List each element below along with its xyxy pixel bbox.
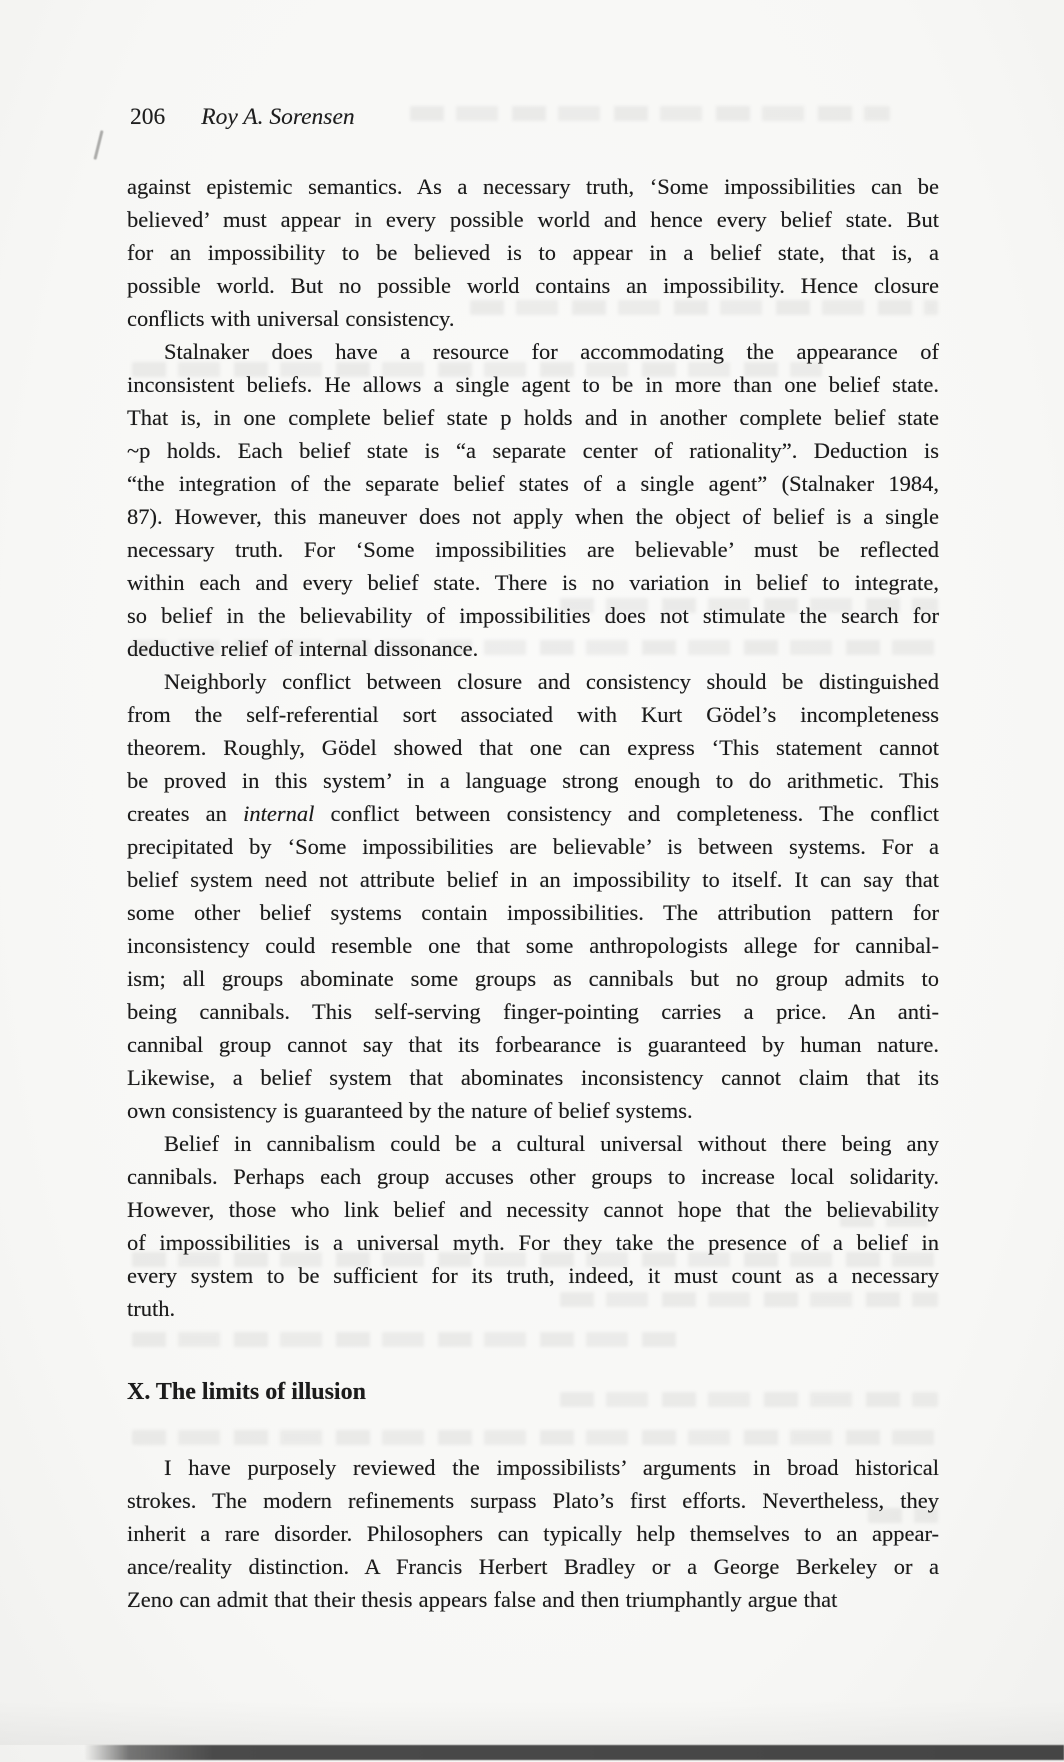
text-line: Likewise, a belief system that abominates inconsistency cannot claim that its bbox=[127, 1065, 939, 1090]
text-line: own consistency is guaranteed by the nature of belief systems. bbox=[127, 1098, 693, 1123]
text-line: 87). However, this maneuver does not apply when the object of belief is a single bbox=[127, 504, 939, 529]
page-header bbox=[130, 102, 942, 132]
text-line: of impossibilities is a universal myth. For they take the presence of a belief in bbox=[127, 1230, 939, 1255]
paragraph bbox=[127, 335, 939, 665]
text-line: conflicts with universal consistency. bbox=[127, 306, 455, 331]
text-line: theorem. Roughly, Gödel showed that one can express ‘This statement cannot bbox=[127, 735, 939, 760]
text-line: ~p holds. Each belief state is “a separate center of rationality”. Deduction is bbox=[127, 438, 939, 463]
running-title: Roy A. Sorensen bbox=[201, 104, 355, 130]
text-line: some other belief systems contain impossibilities. The attribution pattern for bbox=[127, 900, 939, 925]
text-line: belief system need not attribute belief in an impossibility to itself. It can say that bbox=[127, 867, 939, 892]
text-line: for an impossibility to be believed is to appear in a belief state, that is, a bbox=[127, 240, 939, 265]
text-line: against epistemic semantics. As a necessary truth, ‘Some impossibilities can be bbox=[127, 174, 939, 199]
text-line: I have purposely reviewed the impossibilists’ arguments in broad historical bbox=[164, 1455, 939, 1480]
pen-mark-artifact bbox=[93, 130, 103, 160]
text-line: be proved in this system’ in a language strong enough to do arithmetic. This bbox=[127, 768, 939, 793]
text-line: cannibals. Perhaps each group accuses other groups to increase local solidarity. bbox=[127, 1164, 939, 1189]
text-line: so belief in the believability of impossibilities does not stimulate the search for bbox=[127, 603, 939, 628]
text-line: truth. bbox=[127, 1296, 176, 1321]
text-line: “the integration of the separate belief states of a single agent” (Stalnaker 1984, bbox=[127, 471, 939, 496]
text-line: being cannibals. This self-serving finger-pointing carries a price. An anti- bbox=[127, 999, 939, 1024]
text-line: ance/reality distinction. A Francis Herbert Bradley or a George Berkeley or a bbox=[127, 1554, 939, 1579]
paragraph bbox=[127, 1127, 939, 1325]
text-line: within each and every belief state. There is no variation in belief to integrate, bbox=[127, 570, 939, 595]
text-line: deductive relief of internal dissonance. bbox=[127, 636, 479, 661]
text-line: every system to be sufficient for its truth, indeed, it must count as a necessary bbox=[127, 1263, 939, 1288]
paragraph bbox=[127, 170, 939, 335]
text-line: Zeno can admit that their thesis appears false and then triumphantly argue that bbox=[127, 1587, 838, 1612]
text-line: cannibal group cannot say that its forbearance is guaranteed by human nature. bbox=[127, 1032, 939, 1057]
text-line: precipitated by ‘Some impossibilities are believable’ is between systems. For a bbox=[127, 834, 939, 859]
text-line: However, those who link belief and necessity cannot hope that the believability bbox=[127, 1197, 939, 1222]
text-line: creates an internal conflict between consistency and completeness. The conflict bbox=[127, 801, 939, 826]
text-line: Neighborly conflict between closure and consistency should be distinguished bbox=[164, 669, 939, 694]
text-line: from the self-referential sort associated with Kurt Gödel’s incompleteness bbox=[127, 702, 939, 727]
section-heading: X. The limits of illusion bbox=[127, 1379, 366, 1405]
text-line: strokes. The modern refinements surpass Plato’s first efforts. Nevertheless, they bbox=[127, 1488, 939, 1513]
text-line: ism; all groups abominate some groups as cannibals but no group admits to bbox=[127, 966, 939, 991]
text-line: inherit a rare disorder. Philosophers can typically help themselves to an appear- bbox=[127, 1521, 939, 1546]
text-line: Belief in cannibalism could be a cultural universal without there being any bbox=[164, 1131, 939, 1156]
body-text bbox=[127, 170, 939, 1616]
text-line: inconsistent beliefs. He allows a single agent to be in more than one belief state. bbox=[127, 372, 939, 397]
text-line: Stalnaker does have a resource for accommodating the appearance of bbox=[164, 339, 939, 364]
text-line: That is, in one complete belief state p holds and in another complete belief state bbox=[127, 405, 939, 430]
text-line: possible world. But no possible world contains an impossibility. Hence closure bbox=[127, 273, 939, 298]
paragraph bbox=[127, 665, 939, 1127]
text-line: believed’ must appear in every possible world and hence every belief state. But bbox=[127, 207, 939, 232]
scan-shading bbox=[0, 1700, 1064, 1745]
page-number: 206 bbox=[130, 104, 166, 130]
text-line: necessary truth. For ‘Some impossibilities are believable’ must be reflected bbox=[127, 537, 939, 562]
paragraph bbox=[127, 1451, 939, 1616]
text-line: inconsistency could resemble one that some anthropologists allege for cannibal- bbox=[127, 933, 939, 958]
scan-edge-bar bbox=[84, 1745, 1064, 1760]
